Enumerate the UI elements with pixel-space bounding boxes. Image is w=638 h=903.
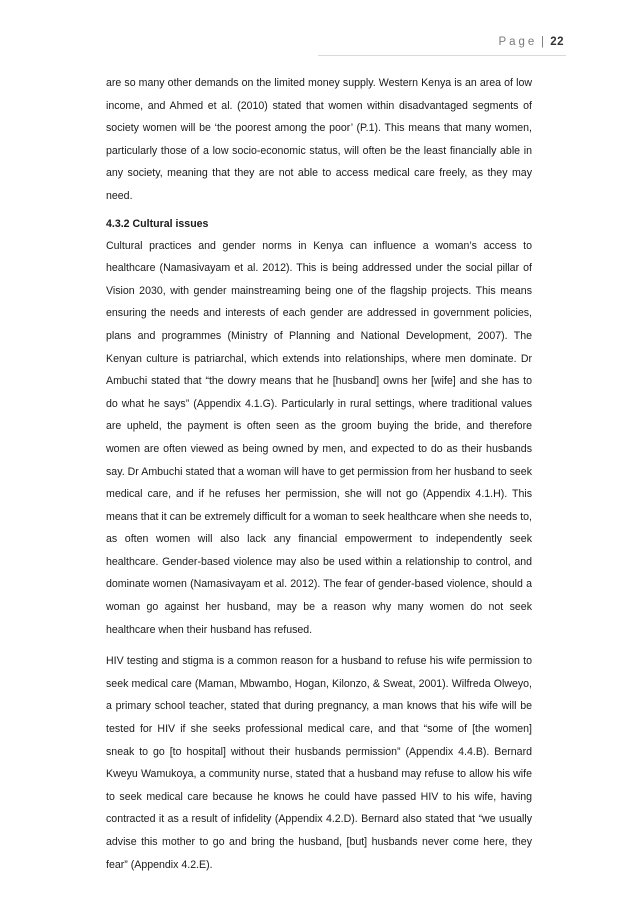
paragraph-cultural-issues: Cultural practices and gender norms in Kenya can influence a woman’s access to healthcare (Namasivayam et al. 2012). This is being addressed under the social pillar of Vision 2030, with gender mainstreaming being one of the flagship projects. This means ensuring the needs and interests of each gender are addressed in government policies, plans and programmes (Ministry of Planning and National Development, 2007). The Kenyan culture is patriarchal, which extends into relationships, where men dominate. Dr Ambuchi stated that “the dowry means that he [husband] owns her [wife] and she has to do what he says” (Appendix 4.1.G). Particularly in rural settings, where traditional values are upheld, the payment is often seen as the groom buying the bride, and therefore women are often viewed as being owned by men, and expected to do as their husbands say. Dr Ambuchi stated that a woman will have to get permission from her husband to seek medical care, and if he refuses her permission, she will not go (Appendix 4.1.H). This means that it can be extremely difficult for a woman to seek healthcare when she needs to, as often women will also lack any financial empowerment to independently seek healthcare. Gender-based violence may also be used within a relationship to control, and dominate women (Namasivayam et al. 2012). The fear of gender-based violence, should a woman go against her husband, may be a reason why many women do not seek healthcare when their husband has refused. [106,239,532,636]
page-label: Page [498,36,538,48]
header-divider [318,55,566,56]
page-number: 22 [550,36,564,48]
page-header [498,36,564,48]
paragraph-hiv-testing: HIV testing and stigma is a common reason for a husband to refuse his wife permission to seek medical care (Maman, Mbwambo, Hogan, Kilonzo, & Sweat, 2001). Wilfreda Olweyo, a primary school teacher, stated that during pregnancy, a man knows that his wife will be tested for HIV if she seeks professional medical care, and that “some of [the women] sneak to go [to hospital] without their husbands permission” (Appendix 4.4.B). Bernard Kweyu Wamukoya, a community nurse, stated that a husband may refuse to allow his wife to seek medical care because he knows he could have passed HIV to his wife, having contracted it as a result of infidelity (Appendix 4.2.D). Bernard also stated that “we usually advise this mother to go and bring the husband, [but] husbands never come here, they fear” (Appendix 4.2.E). [106,655,532,871]
document-body [106,72,532,876]
paragraph-continued: are so many other demands on the limited money supply. Western Kenya is an area of low income, and Ahmed et al. (2010) stated that women within disadvantaged segments of society women will be ‘the poorest among the poor’ (P.1). This means that many women, particularly those of a low socio-economic status, will often be the least financially able in any society, meaning that they are not able to access medical care freely, as they may need. [106,77,532,202]
page-separator: | [541,36,545,48]
section-heading: 4.3.2 Cultural issues [106,217,209,230]
